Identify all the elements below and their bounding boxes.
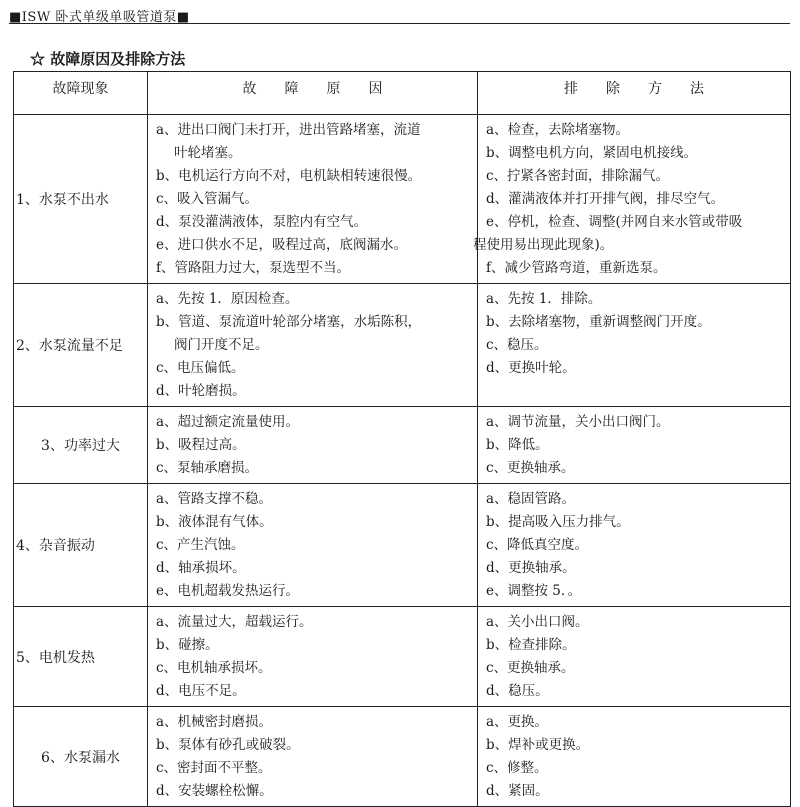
cause-cell: [148, 607, 478, 707]
table-row: [14, 484, 791, 607]
remedy-cell: [473, 115, 791, 284]
remedy-line: b、去除堵塞物，重新调整阀门开度。: [486, 314, 711, 330]
remedy-line: 程使用易出现此现象)。: [473, 237, 614, 253]
remedy-cell: [478, 407, 791, 484]
cause-line: d、叶轮磨损。: [156, 383, 246, 399]
section-title: ☆ 故障原因及排除方法: [30, 50, 186, 68]
remedy-line: a、关小出口阀。: [486, 614, 589, 630]
remedy-line: d、更换叶轮。: [486, 360, 576, 376]
table-row: [14, 707, 791, 807]
symptom-cell: 3、功率过大: [14, 407, 148, 484]
cause-cell: [148, 115, 478, 284]
remedy-line: e、停机，检查、调整(并网自来水管或带吸: [486, 214, 743, 230]
remedy-line: a、先按 1．排除。: [486, 291, 602, 307]
cause-line: d、泵没灌满液体，泵腔内有空气。: [156, 214, 368, 230]
remedy-cell: [478, 484, 791, 607]
remedy-cell: [478, 607, 791, 707]
cause-line: d、轴承损坏。: [156, 560, 246, 576]
remedy-line: c、拧紧各密封面，排除漏气。: [486, 168, 670, 184]
symptom-cell: 6、水泵漏水: [14, 707, 148, 807]
remedy-line: a、稳固管路。: [486, 491, 576, 507]
remedy-line: a、调节流量，关小出口阀门。: [486, 414, 670, 430]
remedy-line: c、更换轴承。: [486, 660, 575, 676]
remedy-line: c、修整。: [486, 760, 548, 776]
cause-cell: [148, 407, 478, 484]
remedy-cell: [478, 284, 791, 407]
remedy-line: d、稳压。: [486, 683, 549, 699]
remedy-line: d、更换轴承。: [486, 560, 576, 576]
table-row: [14, 284, 791, 407]
remedy-line: f、减少管路弯道，重新选泵。: [486, 260, 667, 276]
remedy-line: e、调整按 5．。: [486, 583, 582, 599]
symptom-cell: 1、水泵不出水: [14, 115, 148, 284]
table-row: [14, 407, 791, 484]
cause-cell: [148, 484, 478, 607]
column-header-symptom: 故障现象: [14, 72, 148, 115]
cause-line: a、进出口阀门未打开，进出管路堵塞，流道: [156, 122, 421, 138]
cause-line: 叶轮堵塞。: [174, 145, 242, 161]
remedy-line: b、提高吸入压力排气。: [486, 514, 630, 530]
column-header-cause: 故 障 原 因: [148, 72, 478, 115]
cause-line: c、电压偏低。: [156, 360, 245, 376]
remedy-line: c、降低真空度。: [486, 537, 589, 553]
table-row: [14, 115, 791, 284]
symptom-cell: 5、电机发热: [14, 607, 148, 707]
remedy-line: c、更换轴承。: [486, 460, 575, 476]
troubleshooting-table: [13, 71, 791, 807]
table-row: [14, 607, 791, 707]
remedy-line: b、检查排除。: [486, 637, 576, 653]
symptom-cell: 2、水泵流量不足: [14, 284, 148, 407]
cause-line: b、碰擦。: [156, 637, 219, 653]
cause-line: c、产生汽蚀。: [156, 537, 245, 553]
remedy-line: c、稳压。: [486, 337, 548, 353]
page-header: ■ISW 卧式单级单吸管道泵■: [9, 10, 190, 25]
cause-line: b、液体混有气体。: [156, 514, 273, 530]
remedy-line: a、更换。: [486, 714, 549, 730]
cause-line: a、超过额定流量使用。: [156, 414, 300, 430]
cause-line: b、管道、泵流道叶轮部分堵塞，水垢陈积，: [156, 314, 422, 330]
remedy-line: b、降低。: [486, 437, 549, 453]
remedy-cell: [478, 707, 791, 807]
cause-line: a、管路支撑不稳。: [156, 491, 273, 507]
cause-line: a、流量过大，超载运行。: [156, 614, 313, 630]
cause-line: c、泵轴承磨损。: [156, 460, 259, 476]
cause-cell: [148, 284, 478, 407]
cause-cell: [148, 707, 478, 807]
cause-line: f、管路阻力过大，泵选型不当。: [156, 260, 350, 276]
remedy-line: d、紧固。: [486, 783, 549, 799]
column-header-remedy: 排 除 方 法: [478, 72, 791, 115]
remedy-line: b、调整电机方向，紧固电机接线。: [486, 145, 698, 161]
cause-line: b、泵体有砂孔或破裂。: [156, 737, 300, 753]
header-rule: [9, 23, 790, 24]
cause-line: c、电机轴承损坏。: [156, 660, 272, 676]
cause-line: 阀门开度不足。: [174, 337, 269, 353]
cause-line: d、电压不足。: [156, 683, 246, 699]
cause-line: c、吸入管漏气。: [156, 191, 259, 207]
table-header-row: [14, 72, 791, 115]
remedy-line: a、检查，去除堵塞物。: [486, 122, 630, 138]
cause-line: e、电机超载发热运行。: [156, 583, 299, 599]
cause-line: d、安装螺栓松懈。: [156, 783, 273, 799]
cause-line: a、先按 1．原因检查。: [156, 291, 299, 307]
cause-line: e、进口供水不足，吸程过高，底阀漏水。: [156, 237, 407, 253]
cause-line: a、机械密封磨损。: [156, 714, 273, 730]
symptom-cell: 4、杂音振动: [14, 484, 148, 607]
cause-line: c、密封面不平整。: [156, 760, 272, 776]
remedy-line: d、灌满液体并打开排气阀，排尽空气。: [486, 191, 725, 207]
cause-line: b、电机运行方向不对，电机缺相转速很慢。: [156, 168, 422, 184]
remedy-line: b、焊补或更换。: [486, 737, 590, 753]
cause-line: b、吸程过高。: [156, 437, 246, 453]
